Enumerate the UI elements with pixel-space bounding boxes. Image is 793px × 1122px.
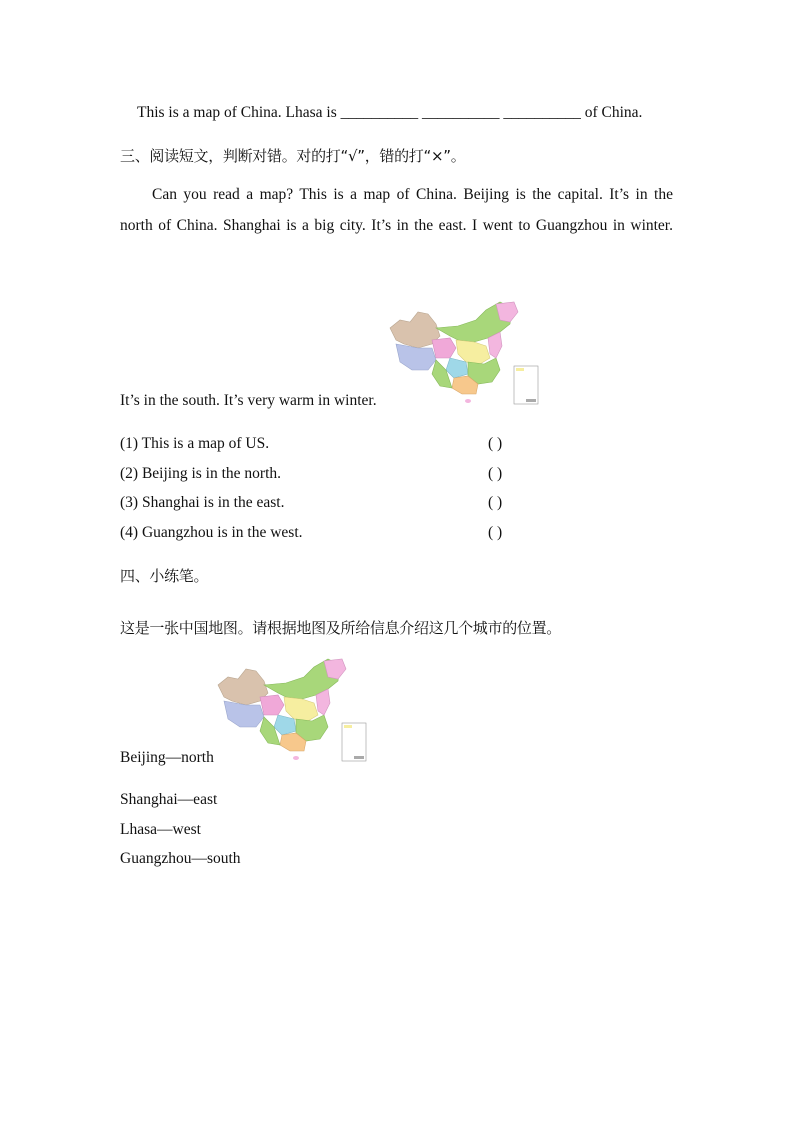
city-guangzhou: Guangzhou—south	[120, 850, 241, 867]
answer-blank[interactable]: __________	[422, 104, 500, 121]
answer-blank[interactable]: __________	[340, 104, 419, 121]
statement-4: (4) Guangzhou is in the west.	[120, 524, 303, 541]
passage-line-3: It’s in the south. It’s very warm in winter.	[120, 392, 377, 409]
section-4-instruction: 这是一张中国地图。请根据地图及所给信息介绍这几个城市的位置。	[120, 619, 562, 637]
sentence-prefix: This is a map of China. Lhasa is	[137, 104, 337, 121]
fill-in-sentence	[137, 104, 642, 122]
statement-2: (2) Beijing is in the north.	[120, 465, 282, 482]
city-shanghai: Shanghai—east	[120, 791, 218, 808]
china-map-image	[216, 655, 371, 767]
statement-3: (3) Shanghai is in the east.	[120, 494, 285, 511]
china-map-icon	[216, 655, 371, 767]
passage-line-1: Can you read a map? This is a map of China. Beijing is the capital. It’s in the	[152, 186, 673, 203]
china-map-image	[388, 298, 543, 410]
passage-line-2: north of China. Shanghai is a big city. It’s in the east. I went to Guangzhou in winter.	[120, 217, 673, 234]
answer-blank[interactable]: __________	[503, 104, 581, 121]
china-map-icon	[388, 298, 543, 410]
answer-paren-3[interactable]: ( )	[488, 494, 503, 511]
answer-paren-4[interactable]: ( )	[488, 524, 503, 541]
section-4-heading: 四、小练笔。	[120, 567, 209, 585]
city-lhasa: Lhasa—west	[120, 821, 201, 838]
sentence-suffix: of China.	[584, 104, 643, 121]
city-beijing: Beijing—north	[120, 749, 214, 766]
answer-paren-1[interactable]: ( )	[488, 435, 503, 452]
answer-paren-2[interactable]: ( )	[488, 465, 503, 482]
statement-1: (1) This is a map of US.	[120, 435, 270, 452]
section-3-heading: 三、阅读短文，判断对错。对的打“√”，错的打“×”。	[120, 147, 466, 165]
